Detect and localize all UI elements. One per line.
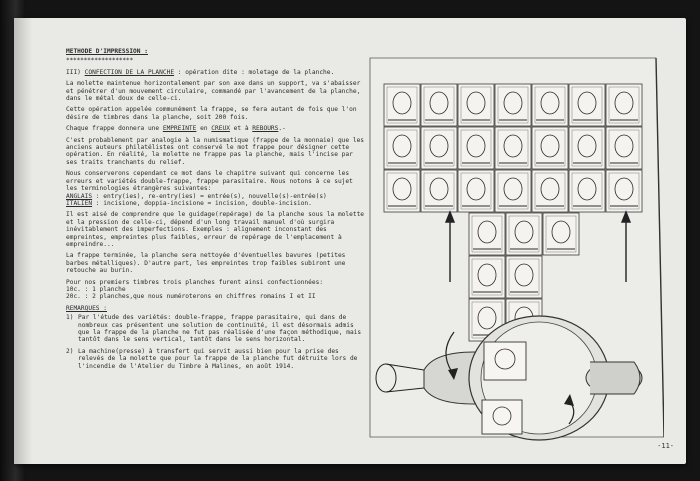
text-a: Chaque frappe donnera une [66, 125, 163, 133]
page-number: -11- [657, 442, 674, 450]
stamp-p0-c1 [506, 213, 542, 255]
section-title-underline: ******************* [66, 57, 133, 65]
stamp-r2-c2 [458, 170, 494, 212]
stamp-r1-c0 [384, 127, 420, 169]
stamp-r2-c0 [384, 170, 420, 212]
line-10c: 10c. : 1 planche [66, 285, 126, 293]
paragraph-terminologies: Nous conserverons cependant ce mot dans le chapitre suivant qui concerne les erreurs et variétés double-frappe, frappe parasitaire. Nous notons à ce sujet les terminologies étrangères suivantes: [66, 170, 353, 193]
remarque-2-number: 2) [66, 347, 74, 355]
stamp-r1-c2 [458, 127, 494, 169]
stamp-r0-c2 [458, 84, 494, 126]
stamp-r1-c1 [421, 127, 457, 169]
remarque-2-text: La machine(presse) à transfert qui servit aussi bien pour la prise des relevés de la molette que pour la frappe de la planche fut détruite lors de l'incendie de l'Atelier du Timbre à Malines, en août 1914. [78, 347, 358, 370]
stamp-r2-c6 [606, 170, 642, 212]
label-anglais: ANGLAIS [66, 192, 93, 200]
paragraph-numismatique: C'est probablement par analogie à la numismatique (frappe de la monnaie) que les anciens auteurs philatélistes ont conservé le mot frappe pour désigner cette opération. En réalité, la molette ne frappe pas la planche, mais l'incise par ses traits tranchants du relief. [66, 136, 365, 166]
stamp-r0-c6 [606, 84, 642, 126]
numeral: III) [66, 68, 85, 76]
text-e: et à [229, 125, 253, 133]
stamp-r0-c5 [569, 84, 605, 126]
stamp-r2-c5 [569, 170, 605, 212]
stamp-r1-c5 [569, 127, 605, 169]
text-empreinte: EMPREINTE [162, 125, 197, 133]
text-creux: CREUX [211, 125, 230, 133]
stamp-p0-c0 [469, 213, 505, 255]
stamp-r1-c3 [495, 127, 531, 169]
paragraph-empreinte [66, 125, 366, 132]
remarque-2 [66, 348, 366, 370]
label-confection: CONFECTION DE LA PLANCHE [84, 68, 175, 76]
paragraph-bavures: La frappe terminée, la planche sera nettoyée d'éventuelles bavures (petites barbes métalliques). D'autre part, les empreintes trop faibles subiront une retouche au burin. [66, 252, 346, 275]
text-confection-rest: : opération dite : moletage de la planche. [174, 68, 335, 76]
paragraph-molette: La molette maintenue horizontalement par son axe dans un support, va s'abaisser et pénétrer d'un mouvement circulaire, commandé par l'avancement de la planche, dans le métal doux de celle-ci. [66, 80, 361, 103]
stamp-r2-c1 [421, 170, 457, 212]
stamp-r0-c3 [495, 84, 531, 126]
remarques-heading: REMARQUES : [66, 304, 107, 312]
stamp-r1-c4 [532, 127, 568, 169]
stamp-r0-c1 [421, 84, 457, 126]
stamp-r1-c6 [606, 127, 642, 169]
stamp-p1-c0 [469, 256, 505, 298]
text-column [66, 48, 366, 374]
printing-roller-illustration [364, 52, 664, 452]
remarque-1 [66, 314, 366, 344]
paragraph-planches: Pour nos premiers timbres trois planches furent ainsi confectionnées: [66, 278, 324, 286]
paragraph-guidage: Il est aisé de comprendre que le guidage(repérage) de la planche sous la molette et la pression de celle-ci, dépend d'un long travail manuel d'où surgira inévitablement des imperfections. Exemples : alignement inconstant des empreintes, empreintes plus faibles, erreur de repérage de l'emplacement à empreindre... [66, 211, 365, 248]
stamp-r0-c0 [384, 84, 420, 126]
paragraph-planche [66, 69, 366, 76]
line-anglais [66, 193, 366, 200]
text-italien: : incisione, doppia-incisione = incision, double-incision. [92, 199, 312, 207]
text-rebours: REBOURS [252, 125, 279, 133]
stamp-r0-c4 [532, 84, 568, 126]
paragraph-frappe: Cette opération appelée communément la frappe, se fera autant de fois que l'on désire de timbres dans la planche, soit 200 fois. [66, 106, 357, 121]
document-page [14, 18, 686, 464]
text-g: .- [278, 125, 286, 133]
section-title: METHODE D'IMPRESSION : [66, 48, 148, 55]
line-20c: 20c. : 2 planches,que nous numéroterons en chiffres romains I et II [66, 293, 316, 301]
line-italien [66, 200, 366, 207]
text-c: en [196, 125, 212, 133]
remarque-1-text: Par l'étude des variétés: double-frappe, frappe parasitaire, qui dans de nombreux cas présentent une solution de continuité, il est désormais admis que la frappe de la planche ne fut pas réalisée d'une façon méthodique, mais tantôt dans le sens vertical, tantôt dans le sens horizontal. [78, 314, 362, 344]
stamp-r2-c3 [495, 170, 531, 212]
label-italien: ITALIEN [66, 199, 93, 207]
text-anglais: : entry(ies), re-entry(ies) = entrée(s), nouvelle(s)-entrée(s) [92, 192, 327, 200]
stamp-r2-c4 [532, 170, 568, 212]
remarque-1-number: 1) [66, 314, 74, 322]
stamp-p0-c2 [543, 213, 579, 255]
stamp-p1-c1 [506, 256, 542, 298]
